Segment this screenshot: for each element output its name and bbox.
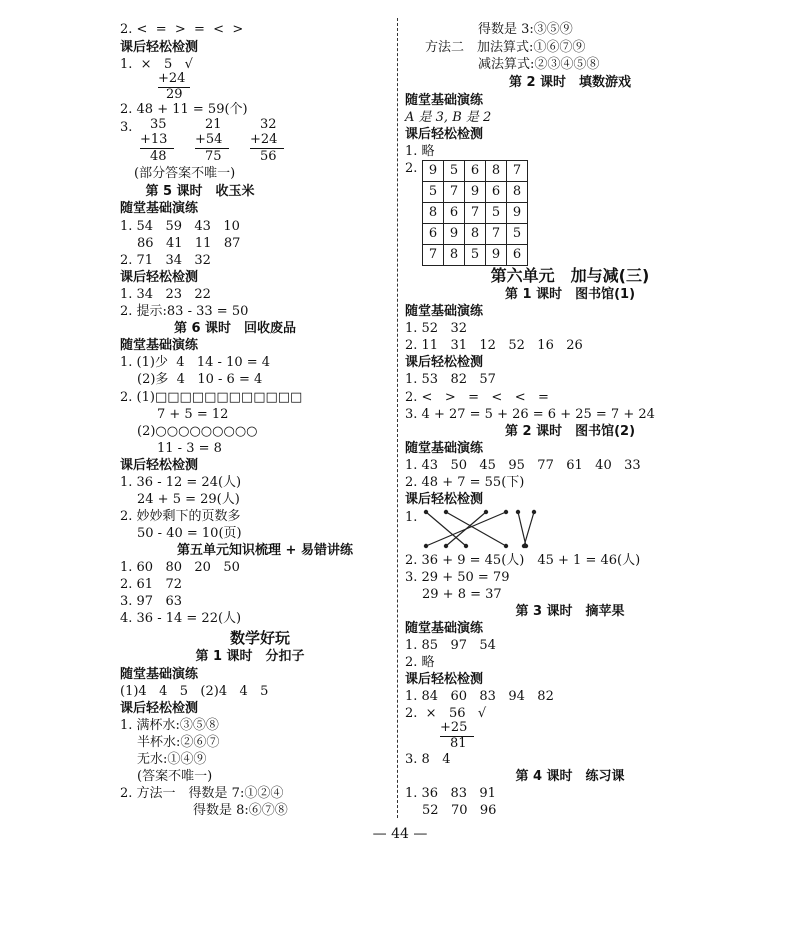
section-heading: 随堂基础演练	[405, 93, 484, 108]
answer-line: 2. 提示:83 - 33 = 50	[120, 304, 249, 319]
answer-line: 4. 36 - 14 = 22(人)	[120, 611, 242, 626]
answer-line: (2)○○○○○○○○○	[137, 424, 258, 439]
answer-line: 得数是 8:⑥⑦⑧	[193, 803, 288, 818]
match-line	[446, 512, 506, 546]
answer-line: 方法二 加法算式:①⑥⑦⑨	[425, 40, 586, 55]
answer-line: (2)多 4 10 - 6 = 4	[137, 372, 263, 387]
answer-line: 3. 4 + 27 = 5 + 26 = 6 + 25 = 7 + 24	[405, 407, 655, 422]
answer-line: 52 70 96	[422, 803, 497, 818]
answer-line: 2. 略	[405, 655, 435, 670]
answer-line: 11 - 3 = 8	[157, 441, 222, 456]
section-heading: 课后轻松检测	[405, 127, 484, 142]
answer-line: 1. 略	[405, 144, 435, 159]
section-heading: 随堂基础演练	[405, 304, 484, 319]
answer-line: (部分答案不唯一)	[134, 166, 236, 181]
answer-line: 1. 36 83 91	[405, 786, 496, 801]
column-divider	[397, 18, 398, 818]
answer-line: 2. 11 31 12 52 16 26	[405, 338, 583, 353]
answer-line: 2. × 56 √	[405, 706, 487, 721]
answer-line: 3.	[120, 120, 133, 135]
section-heading: 随堂基础演练	[120, 667, 199, 682]
lesson-heading: 第 6 课时 回收废品	[173, 321, 297, 336]
answer-line: 2. < = > = < >	[120, 22, 244, 37]
section-heading: 课后轻松检测	[120, 701, 199, 716]
answer-line: 得数是 3:③⑤⑨	[478, 22, 573, 37]
answer-line: 1. 60 80 20 50	[120, 560, 240, 575]
chapter-heading: 数学好玩	[229, 629, 290, 647]
match-line	[518, 512, 526, 546]
section-heading: 课后轻松检测	[405, 492, 484, 507]
lesson-heading: 第 1 课时 分扣子	[195, 649, 305, 664]
section-heading: 课后轻松检测	[405, 355, 484, 370]
answer-line: 1. 36 - 12 = 24(人)	[120, 475, 242, 490]
answer-line: 1. 53 82 57	[405, 372, 496, 387]
answer-line: 29 + 8 = 37	[422, 587, 502, 602]
answer-line: 1. 满杯水:③⑤⑧	[120, 718, 219, 733]
answer-line: 无水:①④⑨	[137, 752, 207, 767]
page-number: — 44 —	[372, 826, 428, 842]
match-line	[524, 512, 534, 546]
answer-line: 1. (1)少 4 14 - 10 = 4	[120, 355, 271, 370]
answer-line: 1. 85 97 54	[405, 638, 496, 653]
section-heading: 随堂基础演练	[120, 201, 199, 216]
answer-line: 2. 48 + 7 = 55(下)	[405, 475, 525, 490]
answer-line: 2. 妙妙剩下的页数多	[120, 509, 241, 524]
answer-line: 2. 方法一 得数是 7:①②④	[120, 786, 284, 801]
lesson-heading: 第 2 课时 图书馆(2)	[504, 424, 636, 439]
answer-line: 3. 97 63	[120, 594, 183, 609]
section-heading: 随堂基础演练	[405, 441, 484, 456]
lesson-heading: 第 5 课时 收玉米	[145, 184, 255, 199]
answer-line: 2. 36 + 9 = 45(人) 45 + 1 = 46(人)	[405, 553, 641, 568]
answer-line: 2. 61 72	[120, 577, 183, 592]
lesson-heading: 第 4 课时 练习课	[515, 769, 625, 784]
match-line	[426, 512, 466, 546]
answer-line: 3. 29 + 50 = 79	[405, 570, 510, 585]
lesson-heading: 第 2 课时 填数游戏	[508, 75, 632, 90]
answer-line: 1. 43 50 45 95 77 61 40 33	[405, 458, 641, 473]
answer-line: 1. 54 59 43 10	[120, 219, 240, 234]
answer-line: 2. < > = < < =	[405, 390, 549, 405]
answer-line: 7 + 5 = 12	[157, 407, 229, 422]
answer-line: (答案不唯一)	[137, 769, 213, 784]
answer-line: 2. (1)□□□□□□□□□□□□	[120, 390, 303, 405]
section-heading: 课后轻松检测	[120, 40, 199, 55]
answer-line: 减法算式:②③④⑤⑧	[478, 57, 600, 72]
answer-line: 2. 48 + 11 = 59(个)	[120, 102, 248, 117]
unit-heading: 第六单元 加与减(三)	[490, 266, 650, 285]
answer-line: 86 41 11 87	[137, 236, 241, 251]
lesson-heading: 第五单元知识梳理 + 易错讲练	[177, 543, 353, 558]
answer-line: 2. 71 34 32	[120, 253, 211, 268]
answer-line: 1. 52 32	[405, 321, 468, 336]
answer-line: 1. 84 60 83 94 82	[405, 689, 554, 704]
section-heading: 课后轻松检测	[120, 270, 199, 285]
match-line	[426, 512, 506, 546]
lesson-heading: 第 3 课时 摘苹果	[515, 604, 625, 619]
section-heading: 课后轻松检测	[405, 672, 484, 687]
answer-line: (1)4 4 5 (2)4 4 5	[120, 684, 269, 699]
matching-lines-diagram	[420, 508, 540, 550]
answer-line: 1.	[405, 510, 418, 525]
section-heading: 随堂基础演练	[405, 621, 484, 636]
answer-line: 3. 8 4	[405, 752, 451, 767]
answer-line: 1. × 5 √	[120, 57, 193, 72]
answer-line: 50 - 40 = 10(页)	[137, 526, 242, 541]
section-heading: 课后轻松检测	[120, 458, 199, 473]
answer-line: A 是 3, B 是 2	[405, 110, 492, 125]
answer-line: 2.	[405, 161, 418, 176]
answer-line: 1. 34 23 22	[120, 287, 211, 302]
number-grid: 9 5 6 8 7 5 7 9 6 8 8 6 7 5 9 6 9 8 7 5 7 8 5 9 6	[422, 160, 528, 266]
section-heading: 随堂基础演练	[120, 338, 199, 353]
answer-line: 24 + 5 = 29(人)	[137, 492, 240, 507]
lesson-heading: 第 1 课时 图书馆(1)	[504, 287, 636, 302]
answer-line: 半杯水:②⑥⑦	[137, 735, 220, 750]
